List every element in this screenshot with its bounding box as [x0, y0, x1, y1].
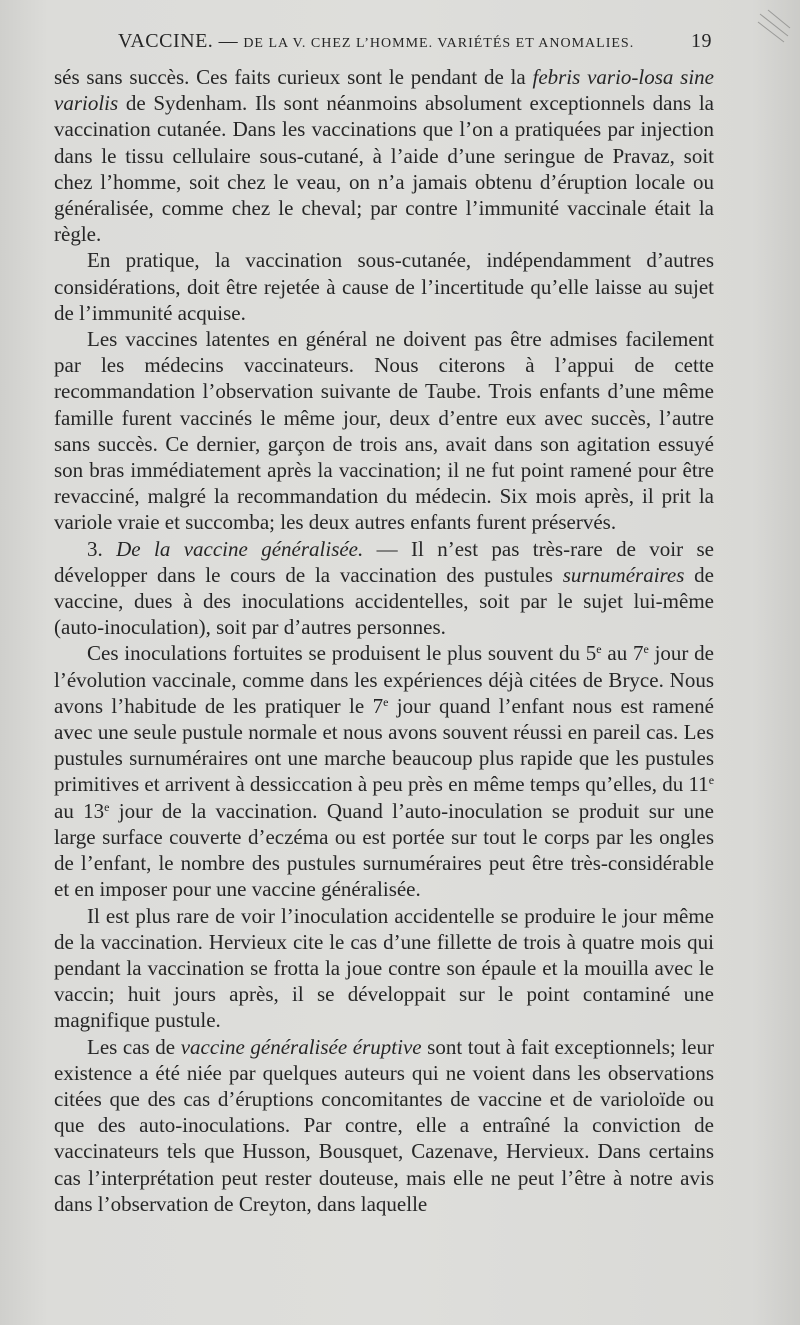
- running-title-rest: DE LA V. CHEZ L’HOMME. VARIÉTÉS ET ANOMALIES.: [243, 36, 635, 51]
- italic-text: surnuméraires: [562, 562, 685, 587]
- text-segment: Il est plus rare de voir l’inoculation accidentelle se produire le jour même de la vaccination. Hervieux cite le cas d’une fillette de trois à quatre mois qui pendant la vaccination se frotta la joue contre son épaule et la mouilla avec le vaccin; huit jours après, il se développait sur le point contaminé une magnifique pustule.: [54, 903, 714, 1033]
- paragraph-p4: [54, 536, 714, 641]
- paragraph-p6: [54, 903, 714, 1034]
- paragraph-p2: [54, 247, 714, 326]
- italic-text: De la vaccine généralisée.: [116, 536, 364, 561]
- page-number: 19: [691, 30, 712, 52]
- superscript: e: [643, 642, 649, 657]
- text-segment: sés sans succès. Ces faits curieux sont le pendant de la: [54, 65, 533, 89]
- text-segment: Les cas de: [87, 1034, 181, 1059]
- running-title: [118, 30, 634, 53]
- text-segment: Les vaccines latentes en général ne doivent pas être admises facilement par les médecins vaccinateurs. Nous citerons à l’appui de cette recommandation l’observation suivante de Taube. Trois enfants d’une même famille furent vaccinés le même jour, deux d’entre eux avec succès, l’autre sans succès. Ce dernier, garçon de trois ans, avait dans son agitation essuyé son bras immédiatement après la vaccination; il ne fut point ramené pour être revacciné, malgré la recommandation du médecin. Six mois après, il prit la variole vraie et succomba; les deux autres enfants furent préservés.: [54, 327, 714, 535]
- text-segment: jour de la vaccination. Quand l’auto-inoculation se produit sur une large surface couverte d’eczéma ou est portée sur tout le corps par les ongles de l’enfant, le nombre des pustules surnuméraires peut être très-considérable et en imposer pour une vaccine généralisée.: [54, 798, 714, 902]
- paragraph-p7: [54, 1034, 714, 1217]
- text-segment: sont tout à fait exceptionnels; leur existence a été niée par quelques auteurs qui ne voient dans les observations citées que des cas d’éruptions concomitantes de vaccine et de varioloïde ou que des auto-inoculations. Par contre, elle a entraîné la conviction de vaccinateurs tels que Husson, Bousquet, Cazenave, Hervieux. Dans certains cas l’interprétation peut rester douteuse, mais elle ne peut l’être à notre avis dans l’observation de Creyton, dans laquelle: [54, 1034, 715, 1216]
- text-segment: de vaccine, dues à des inoculations accidentelles, soit par le sujet lui-même (auto-inoculation), soit par d’autres personnes.: [54, 562, 715, 640]
- text-segment: En pratique, la vaccination sous-cutanée, indépendamment d’autres considérations, doit être rejetée à cause de l’incertitude qu’elle laisse au sujet de l’immunité acquise.: [54, 248, 714, 325]
- text-segment: jour quand l’enfant nous est ramené avec une seule pustule normale et nous avons souvent réussi en pareil cas. Les pustules surnuméraires ont une marche beaucoup plus rapide que les pustules primitives et arrivent à dessiccation à peu près en même temps qu’elles, du 11: [54, 693, 714, 797]
- superscript: e: [104, 799, 110, 814]
- paragraph-p5: [54, 640, 714, 902]
- superscript: e: [596, 642, 602, 657]
- text-segment: Ces inoculations fortuites se produisent le plus souvent du 5: [87, 641, 597, 666]
- text-segment: de Sydenham. Ils sont néanmoins absolument exceptionnels dans la vaccination cutanée. Dans les vaccinations que l’on a pratiquées par injection dans le tissu cellulaire sous-cutané, à l’aide d’une seringue de Pravaz, soit chez l’homme, soit chez le veau, on n’a jamais obtenu d’éruption locale ou généralisée, comme chez le cheval; par contre l’immunité vaccinale était la règle.: [54, 91, 714, 247]
- italic-text: febris vario-losa sine variolis: [54, 65, 714, 116]
- body-text: [54, 64, 714, 1217]
- text-segment: — Il n’est pas très-rare de voir se développer dans le cours de la vaccination des pustules: [54, 536, 715, 587]
- running-title-main: VACCINE.: [118, 30, 214, 52]
- text-segment: 3.: [87, 536, 117, 561]
- text-segment: au 13: [54, 798, 105, 823]
- running-header: [118, 30, 712, 60]
- superscript: e: [383, 694, 389, 709]
- text-segment: jour de l’évolution vaccinale, comme dans les expériences déjà citées de Bryce. Nous avons l’habitude de les pratiquer le 7: [54, 641, 714, 718]
- superscript: e: [708, 773, 715, 788]
- corner-scratch-mark: [754, 6, 794, 46]
- text-segment: au 7: [601, 641, 644, 666]
- paragraph-p1: [54, 64, 714, 247]
- paragraph-p3: [54, 326, 714, 536]
- running-title-dash: —: [218, 31, 239, 52]
- italic-text: vaccine généralisée éruptive: [180, 1034, 422, 1059]
